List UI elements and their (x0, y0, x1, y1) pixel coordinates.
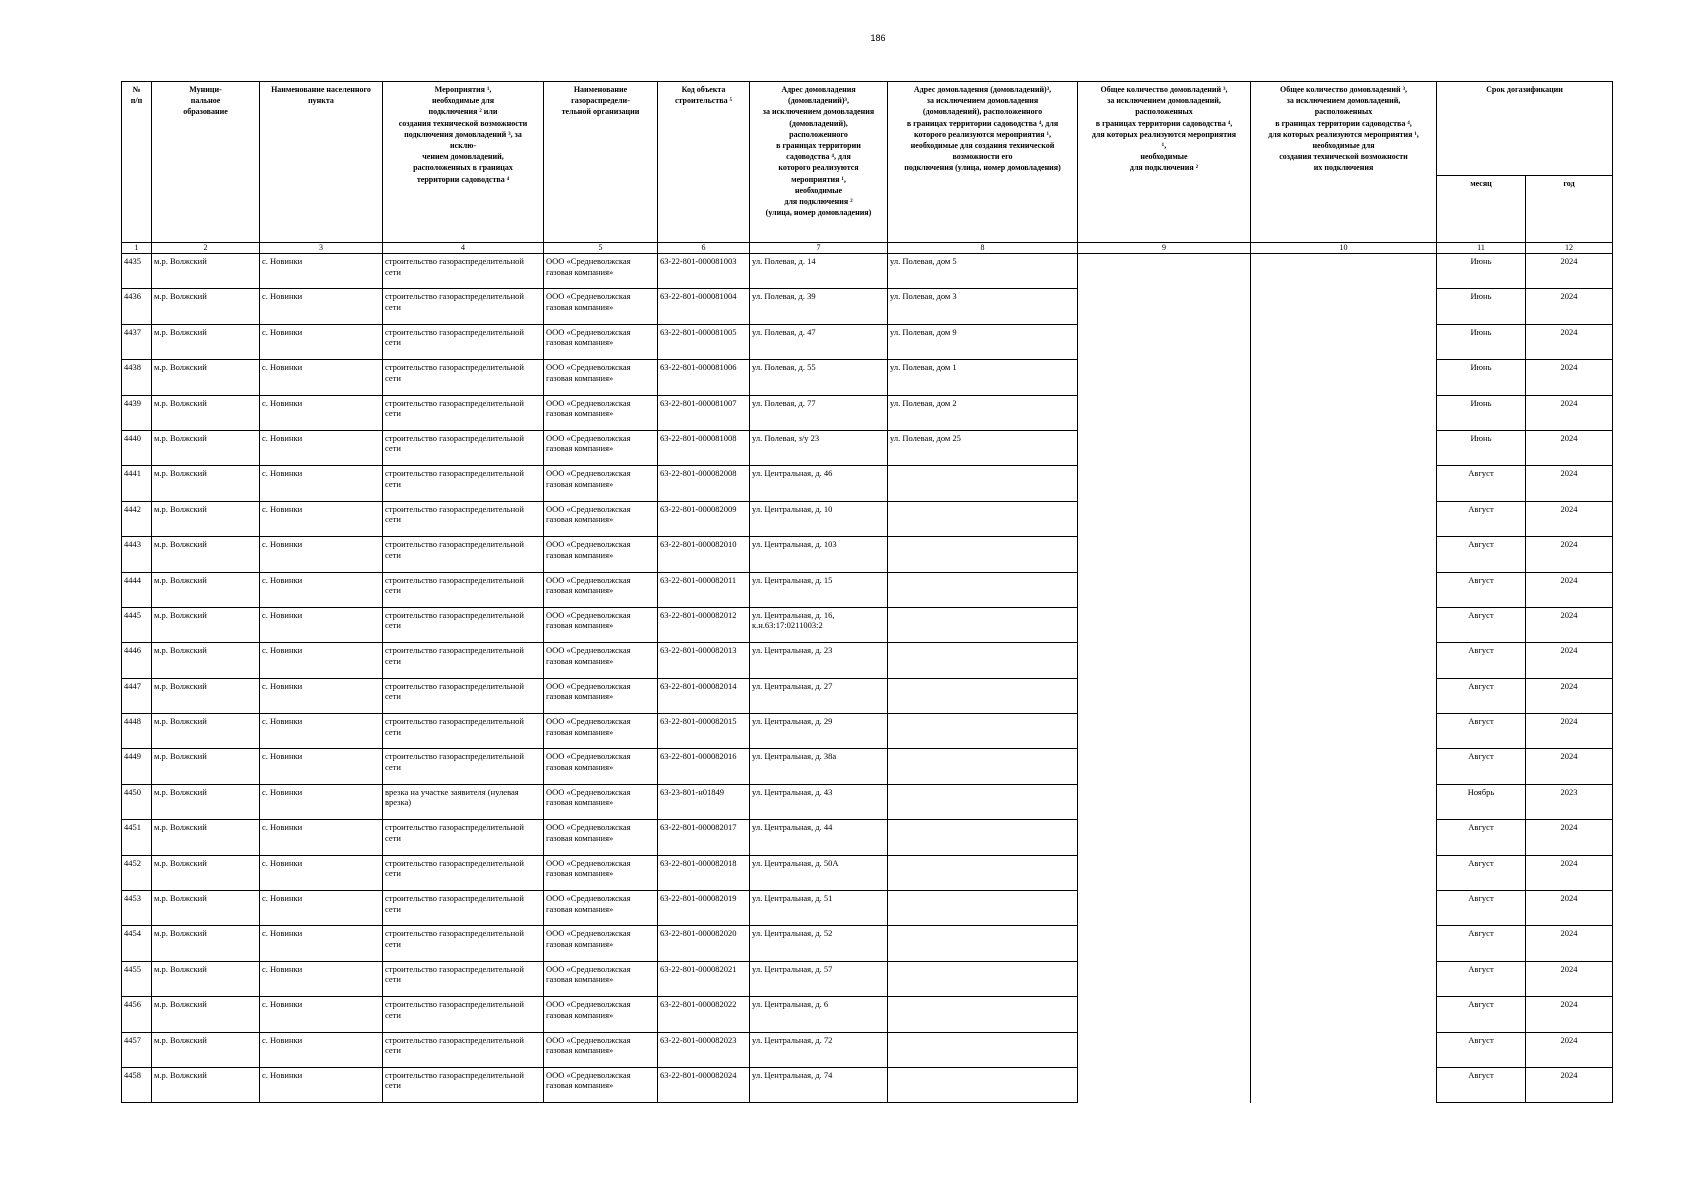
cell-organization: ООО «Средневолжская газовая компания» (544, 501, 658, 536)
cell-municipality: м.р. Волжский (152, 501, 260, 536)
column-number: 12 (1526, 243, 1613, 254)
cell-address-technical: ул. Полевая, дом 9 (888, 324, 1078, 359)
cell-year: 2024 (1526, 891, 1613, 926)
cell-address-technical: ул. Полевая, дом 1 (888, 360, 1078, 395)
cell-object-code: 63-22-801-000082011 (658, 572, 750, 607)
cell-year: 2024 (1526, 820, 1613, 855)
cell-settlement: с. Новинки (260, 997, 383, 1032)
cell-address-connection: ул. Центральная, д. 10 (750, 501, 888, 536)
cell-activity: строительство газораспределительной сети (383, 820, 544, 855)
cell-month: Июнь (1437, 289, 1526, 324)
cell-object-code: 63-22-801-000082018 (658, 855, 750, 890)
cell-municipality: м.р. Волжский (152, 1032, 260, 1067)
cell-address-connection: ул. Центральная, д. 15 (750, 572, 888, 607)
header-object-code: Код объекта строительства ⁵ (658, 82, 750, 243)
cell-organization: ООО «Средневолжская газовая компания» (544, 643, 658, 678)
cell-object-code: 63-22-801-000082020 (658, 926, 750, 961)
cell-organization: ООО «Средневолжская газовая компания» (544, 961, 658, 996)
header-month: месяц (1437, 176, 1526, 243)
cell-object-code: 63-22-801-000082015 (658, 714, 750, 749)
cell-number: 4454 (122, 926, 152, 961)
cell-month: Август (1437, 643, 1526, 678)
column-number: 1 (122, 243, 152, 254)
cell-organization: ООО «Средневолжская газовая компания» (544, 572, 658, 607)
cell-object-code: 63-22-801-000082022 (658, 997, 750, 1032)
cell-settlement: с. Новинки (260, 395, 383, 430)
cell-object-code: 63-23-801-н01849 (658, 784, 750, 819)
cell-organization: ООО «Средневолжская газовая компания» (544, 607, 658, 642)
cell-address-technical (888, 926, 1078, 961)
cell-activity: строительство газораспределительной сети (383, 607, 544, 642)
cell-settlement: с. Новинки (260, 926, 383, 961)
cell-month: Август (1437, 714, 1526, 749)
cell-settlement: с. Новинки (260, 607, 383, 642)
cell-address-connection: ул. Центральная, д. 50А (750, 855, 888, 890)
cell-address-connection: ул. Полевая, д. 47 (750, 324, 888, 359)
cell-activity: строительство газораспределительной сети (383, 289, 544, 324)
cell-households-connection-total (1078, 254, 1251, 1103)
cell-organization: ООО «Средневолжская газовая компания» (544, 289, 658, 324)
cell-object-code: 63-22-801-000082024 (658, 1067, 750, 1102)
cell-municipality: м.р. Волжский (152, 289, 260, 324)
cell-year: 2024 (1526, 714, 1613, 749)
cell-activity: строительство газораспределительной сети (383, 926, 544, 961)
cell-settlement: с. Новинки (260, 961, 383, 996)
column-number: 6 (658, 243, 750, 254)
column-numbers-row (122, 243, 1613, 254)
cell-municipality: м.р. Волжский (152, 572, 260, 607)
cell-object-code: 63-22-801-000082010 (658, 537, 750, 572)
cell-year: 2024 (1526, 607, 1613, 642)
cell-address-technical (888, 997, 1078, 1032)
cell-month: Август (1437, 997, 1526, 1032)
table-row (122, 254, 1613, 289)
gasification-table (121, 81, 1613, 1103)
cell-activity: строительство газораспределительной сети (383, 430, 544, 465)
cell-municipality: м.р. Волжский (152, 607, 260, 642)
cell-settlement: с. Новинки (260, 254, 383, 289)
header-number: № п/п (122, 82, 152, 243)
cell-object-code: 63-22-801-000081006 (658, 360, 750, 395)
cell-settlement: с. Новинки (260, 820, 383, 855)
cell-month: Июнь (1437, 254, 1526, 289)
cell-activity: строительство газораспределительной сети (383, 891, 544, 926)
cell-address-connection: ул. Центральная, д. 43 (750, 784, 888, 819)
cell-month: Август (1437, 572, 1526, 607)
cell-settlement: с. Новинки (260, 749, 383, 784)
header-gasification-term: Срок догазификации (1437, 82, 1613, 176)
cell-month: Август (1437, 961, 1526, 996)
cell-address-technical (888, 607, 1078, 642)
cell-year: 2024 (1526, 678, 1613, 713)
cell-organization: ООО «Средневолжская газовая компания» (544, 891, 658, 926)
cell-activity: строительство газораспределительной сети (383, 395, 544, 430)
cell-municipality: м.р. Волжский (152, 643, 260, 678)
cell-address-connection: ул. Центральная, д. 74 (750, 1067, 888, 1102)
header-households-technical-total: Общее количество домовладений ³, за исключением домовладений, расположенных в границах территории садоводства ⁴, для которых реализуются мероприятия ¹, необходимые для создания технической возможности их подключения (1251, 82, 1437, 243)
page-number: 186 (870, 33, 886, 43)
cell-year: 2024 (1526, 997, 1613, 1032)
table-body (122, 254, 1613, 1103)
cell-number: 4436 (122, 289, 152, 324)
cell-settlement: с. Новинки (260, 466, 383, 501)
cell-organization: ООО «Средневолжская газовая компания» (544, 820, 658, 855)
cell-month: Август (1437, 678, 1526, 713)
column-number: 7 (750, 243, 888, 254)
cell-object-code: 63-22-801-000082014 (658, 678, 750, 713)
cell-municipality: м.р. Волжский (152, 714, 260, 749)
cell-year: 2024 (1526, 643, 1613, 678)
cell-municipality: м.р. Волжский (152, 820, 260, 855)
cell-activity: строительство газораспределительной сети (383, 678, 544, 713)
cell-month: Август (1437, 1032, 1526, 1067)
column-number: 9 (1078, 243, 1251, 254)
cell-number: 4456 (122, 997, 152, 1032)
cell-organization: ООО «Средневолжская газовая компания» (544, 926, 658, 961)
cell-households-technical-total (1251, 254, 1437, 1103)
cell-year: 2024 (1526, 324, 1613, 359)
cell-year: 2024 (1526, 254, 1613, 289)
cell-municipality: м.р. Волжский (152, 997, 260, 1032)
cell-number: 4443 (122, 537, 152, 572)
cell-number: 4441 (122, 466, 152, 501)
cell-organization: ООО «Средневолжская газовая компания» (544, 784, 658, 819)
cell-municipality: м.р. Волжский (152, 360, 260, 395)
cell-activity: строительство газораспределительной сети (383, 1067, 544, 1102)
cell-activity: строительство газораспределительной сети (383, 360, 544, 395)
cell-municipality: м.р. Волжский (152, 855, 260, 890)
cell-month: Август (1437, 891, 1526, 926)
header-address-connection: Адрес домовладения (домовладений)³, за исключением домовладения (домовладений), расположенного в границах территории садоводства ⁴, для которого реализуются мероприятия ¹, необходимые для подключения ² (улица, номер домовладения) (750, 82, 888, 243)
cell-address-connection: ул. Центральная, д. 16, к.н.63:17:0211003:2 (750, 607, 888, 642)
cell-address-technical (888, 572, 1078, 607)
cell-month: Август (1437, 820, 1526, 855)
cell-municipality: м.р. Волжский (152, 430, 260, 465)
cell-organization: ООО «Средневолжская газовая компания» (544, 714, 658, 749)
header-activity: Мероприятия ¹, необходимые для подключения ² или создания технической возможности подключения домовладений ³, за исклю- чением домовладений, расположенных в границах территории садоводства ⁴ (383, 82, 544, 243)
cell-year: 2024 (1526, 855, 1613, 890)
cell-address-connection: ул. Центральная, д. 27 (750, 678, 888, 713)
cell-year: 2024 (1526, 289, 1613, 324)
cell-object-code: 63-22-801-000082009 (658, 501, 750, 536)
cell-settlement: с. Новинки (260, 572, 383, 607)
cell-address-technical: ул. Полевая, дом 25 (888, 430, 1078, 465)
cell-activity: врезка на участке заявителя (нулевая врезка) (383, 784, 544, 819)
cell-municipality: м.р. Волжский (152, 891, 260, 926)
cell-year: 2024 (1526, 466, 1613, 501)
cell-settlement: с. Новинки (260, 714, 383, 749)
cell-address-connection: ул. Полевая, д. 39 (750, 289, 888, 324)
cell-address-technical (888, 961, 1078, 996)
cell-organization: ООО «Средневолжская газовая компания» (544, 855, 658, 890)
cell-organization: ООО «Средневолжская газовая компания» (544, 466, 658, 501)
column-number: 3 (260, 243, 383, 254)
cell-month: Август (1437, 749, 1526, 784)
cell-number: 4446 (122, 643, 152, 678)
cell-address-connection: ул. Центральная, д. 46 (750, 466, 888, 501)
cell-organization: ООО «Средневолжская газовая компания» (544, 1067, 658, 1102)
cell-organization: ООО «Средневолжская газовая компания» (544, 537, 658, 572)
cell-activity: строительство газораспределительной сети (383, 714, 544, 749)
cell-month: Июнь (1437, 395, 1526, 430)
cell-activity: строительство газораспределительной сети (383, 749, 544, 784)
cell-municipality: м.р. Волжский (152, 678, 260, 713)
cell-year: 2024 (1526, 360, 1613, 395)
cell-number: 4450 (122, 784, 152, 819)
cell-number: 4452 (122, 855, 152, 890)
cell-address-connection: ул. Центральная, д. 52 (750, 926, 888, 961)
cell-number: 4439 (122, 395, 152, 430)
cell-number: 4437 (122, 324, 152, 359)
cell-object-code: 63-22-801-000082021 (658, 961, 750, 996)
header-municipality: Муници- пальное образование (152, 82, 260, 243)
cell-address-technical: ул. Полевая, дом 5 (888, 254, 1078, 289)
cell-municipality: м.р. Волжский (152, 1067, 260, 1102)
cell-address-connection: ул. Полевая, д. 14 (750, 254, 888, 289)
header-households-connection-total: Общее количество домовладений ³, за исключением домовладений, расположенных в границах территории садоводства ⁴, для которых реализуются мероприятия ¹, необходимые для подключения ² (1078, 82, 1251, 243)
header-address-technical: Адрес домовладения (домовладений)³, за исключением домовладения (домовладений), расположенного в границах территории садоводства ⁴, для которого реализуются мероприятия ¹, необходимые для создания технической возможности его подключения (улица, номер домовладения) (888, 82, 1078, 243)
cell-organization: ООО «Средневолжская газовая компания» (544, 395, 658, 430)
cell-address-connection: ул. Центральная, д. 38а (750, 749, 888, 784)
cell-object-code: 63-22-801-000081007 (658, 395, 750, 430)
cell-settlement: с. Новинки (260, 289, 383, 324)
cell-number: 4438 (122, 360, 152, 395)
cell-activity: строительство газораспределительной сети (383, 537, 544, 572)
cell-number: 4440 (122, 430, 152, 465)
cell-number: 4447 (122, 678, 152, 713)
cell-address-technical (888, 1032, 1078, 1067)
cell-year: 2024 (1526, 430, 1613, 465)
cell-number: 4435 (122, 254, 152, 289)
cell-settlement: с. Новинки (260, 324, 383, 359)
cell-organization: ООО «Средневолжская газовая компания» (544, 749, 658, 784)
cell-municipality: м.р. Волжский (152, 254, 260, 289)
cell-address-technical (888, 749, 1078, 784)
cell-year: 2024 (1526, 1067, 1613, 1102)
cell-settlement: с. Новинки (260, 855, 383, 890)
cell-number: 4451 (122, 820, 152, 855)
cell-number: 4445 (122, 607, 152, 642)
cell-year: 2024 (1526, 749, 1613, 784)
column-number: 5 (544, 243, 658, 254)
cell-address-technical (888, 714, 1078, 749)
cell-activity: строительство газораспределительной сети (383, 572, 544, 607)
cell-municipality: м.р. Волжский (152, 395, 260, 430)
cell-municipality: м.р. Волжский (152, 466, 260, 501)
cell-address-technical (888, 501, 1078, 536)
cell-address-technical (888, 466, 1078, 501)
cell-address-technical: ул. Полевая, дом 2 (888, 395, 1078, 430)
cell-address-technical (888, 537, 1078, 572)
cell-month: Июнь (1437, 430, 1526, 465)
cell-number: 4442 (122, 501, 152, 536)
cell-month: Август (1437, 501, 1526, 536)
cell-municipality: м.р. Волжский (152, 749, 260, 784)
cell-number: 4444 (122, 572, 152, 607)
cell-address-technical (888, 643, 1078, 678)
cell-object-code: 63-22-801-000081005 (658, 324, 750, 359)
cell-organization: ООО «Средневолжская газовая компания» (544, 997, 658, 1032)
cell-activity: строительство газораспределительной сети (383, 643, 544, 678)
cell-number: 4458 (122, 1067, 152, 1102)
cell-address-technical: ул. Полевая, дом 3 (888, 289, 1078, 324)
cell-object-code: 63-22-801-000082017 (658, 820, 750, 855)
cell-object-code: 63-22-801-000082012 (658, 607, 750, 642)
cell-object-code: 63-22-801-000082016 (658, 749, 750, 784)
cell-municipality: м.р. Волжский (152, 961, 260, 996)
cell-month: Август (1437, 926, 1526, 961)
cell-month: Июнь (1437, 360, 1526, 395)
cell-address-connection: ул. Центральная, д. 57 (750, 961, 888, 996)
cell-object-code: 63-22-801-000082013 (658, 643, 750, 678)
cell-address-technical (888, 855, 1078, 890)
cell-settlement: с. Новинки (260, 430, 383, 465)
header-settlement: Наименование населенного пункта (260, 82, 383, 243)
cell-year: 2024 (1526, 572, 1613, 607)
cell-municipality: м.р. Волжский (152, 324, 260, 359)
cell-address-connection: ул. Центральная, д. 29 (750, 714, 888, 749)
cell-address-connection: ул. Полевая, з/у 23 (750, 430, 888, 465)
cell-organization: ООО «Средневолжская газовая компания» (544, 254, 658, 289)
cell-year: 2023 (1526, 784, 1613, 819)
cell-address-connection: ул. Центральная, д. 51 (750, 891, 888, 926)
cell-organization: ООО «Средневолжская газовая компания» (544, 430, 658, 465)
cell-activity: строительство газораспределительной сети (383, 501, 544, 536)
cell-year: 2024 (1526, 537, 1613, 572)
cell-settlement: с. Новинки (260, 360, 383, 395)
cell-settlement: с. Новинки (260, 537, 383, 572)
cell-settlement: с. Новинки (260, 501, 383, 536)
cell-settlement: с. Новинки (260, 891, 383, 926)
column-number: 4 (383, 243, 544, 254)
cell-activity: строительство газораспределительной сети (383, 997, 544, 1032)
cell-year: 2024 (1526, 961, 1613, 996)
header-year: год (1526, 176, 1613, 243)
cell-activity: строительство газораспределительной сети (383, 1032, 544, 1067)
cell-address-connection: ул. Центральная, д. 44 (750, 820, 888, 855)
cell-activity: строительство газораспределительной сети (383, 466, 544, 501)
cell-month: Июнь (1437, 324, 1526, 359)
cell-month: Август (1437, 607, 1526, 642)
cell-municipality: м.р. Волжский (152, 537, 260, 572)
column-number: 11 (1437, 243, 1526, 254)
cell-address-technical (888, 1067, 1078, 1102)
cell-municipality: м.р. Волжский (152, 926, 260, 961)
cell-object-code: 63-22-801-000081004 (658, 289, 750, 324)
cell-year: 2024 (1526, 926, 1613, 961)
cell-settlement: с. Новинки (260, 643, 383, 678)
column-number: 8 (888, 243, 1078, 254)
cell-address-connection: ул. Полевая, д. 77 (750, 395, 888, 430)
cell-address-connection: ул. Центральная, д. 103 (750, 537, 888, 572)
cell-municipality: м.р. Волжский (152, 784, 260, 819)
cell-activity: строительство газораспределительной сети (383, 254, 544, 289)
cell-year: 2024 (1526, 395, 1613, 430)
cell-month: Август (1437, 1067, 1526, 1102)
cell-settlement: с. Новинки (260, 1032, 383, 1067)
cell-month: Август (1437, 855, 1526, 890)
column-number: 10 (1251, 243, 1437, 254)
cell-address-technical (888, 820, 1078, 855)
cell-number: 4453 (122, 891, 152, 926)
cell-address-connection: ул. Центральная, д. 23 (750, 643, 888, 678)
column-number: 2 (152, 243, 260, 254)
cell-settlement: с. Новинки (260, 784, 383, 819)
cell-address-technical (888, 678, 1078, 713)
cell-year: 2024 (1526, 501, 1613, 536)
cell-number: 4457 (122, 1032, 152, 1067)
cell-object-code: 63-22-801-000081008 (658, 430, 750, 465)
cell-object-code: 63-22-801-000082008 (658, 466, 750, 501)
cell-object-code: 63-22-801-000082023 (658, 1032, 750, 1067)
cell-month: Август (1437, 466, 1526, 501)
cell-object-code: 63-22-801-000081003 (658, 254, 750, 289)
cell-address-technical (888, 784, 1078, 819)
cell-activity: строительство газораспределительной сети (383, 324, 544, 359)
cell-activity: строительство газораспределительной сети (383, 855, 544, 890)
table-header (122, 82, 1613, 254)
cell-month: Ноябрь (1437, 784, 1526, 819)
cell-organization: ООО «Средневолжская газовая компания» (544, 324, 658, 359)
cell-year: 2024 (1526, 1032, 1613, 1067)
cell-settlement: с. Новинки (260, 678, 383, 713)
cell-address-technical (888, 891, 1078, 926)
cell-month: Август (1437, 537, 1526, 572)
cell-organization: ООО «Средневолжская газовая компания» (544, 678, 658, 713)
cell-number: 4448 (122, 714, 152, 749)
cell-address-connection: ул. Полевая, д. 55 (750, 360, 888, 395)
cell-settlement: с. Новинки (260, 1067, 383, 1102)
cell-number: 4449 (122, 749, 152, 784)
cell-activity: строительство газораспределительной сети (383, 961, 544, 996)
cell-organization: ООО «Средневолжская газовая компания» (544, 1032, 658, 1067)
cell-number: 4455 (122, 961, 152, 996)
cell-address-connection: ул. Центральная, д. 6 (750, 997, 888, 1032)
header-organization: Наименование газораспредели- тельной организации (544, 82, 658, 243)
cell-object-code: 63-22-801-000082019 (658, 891, 750, 926)
cell-address-connection: ул. Центральная, д. 72 (750, 1032, 888, 1067)
cell-organization: ООО «Средневолжская газовая компания» (544, 360, 658, 395)
